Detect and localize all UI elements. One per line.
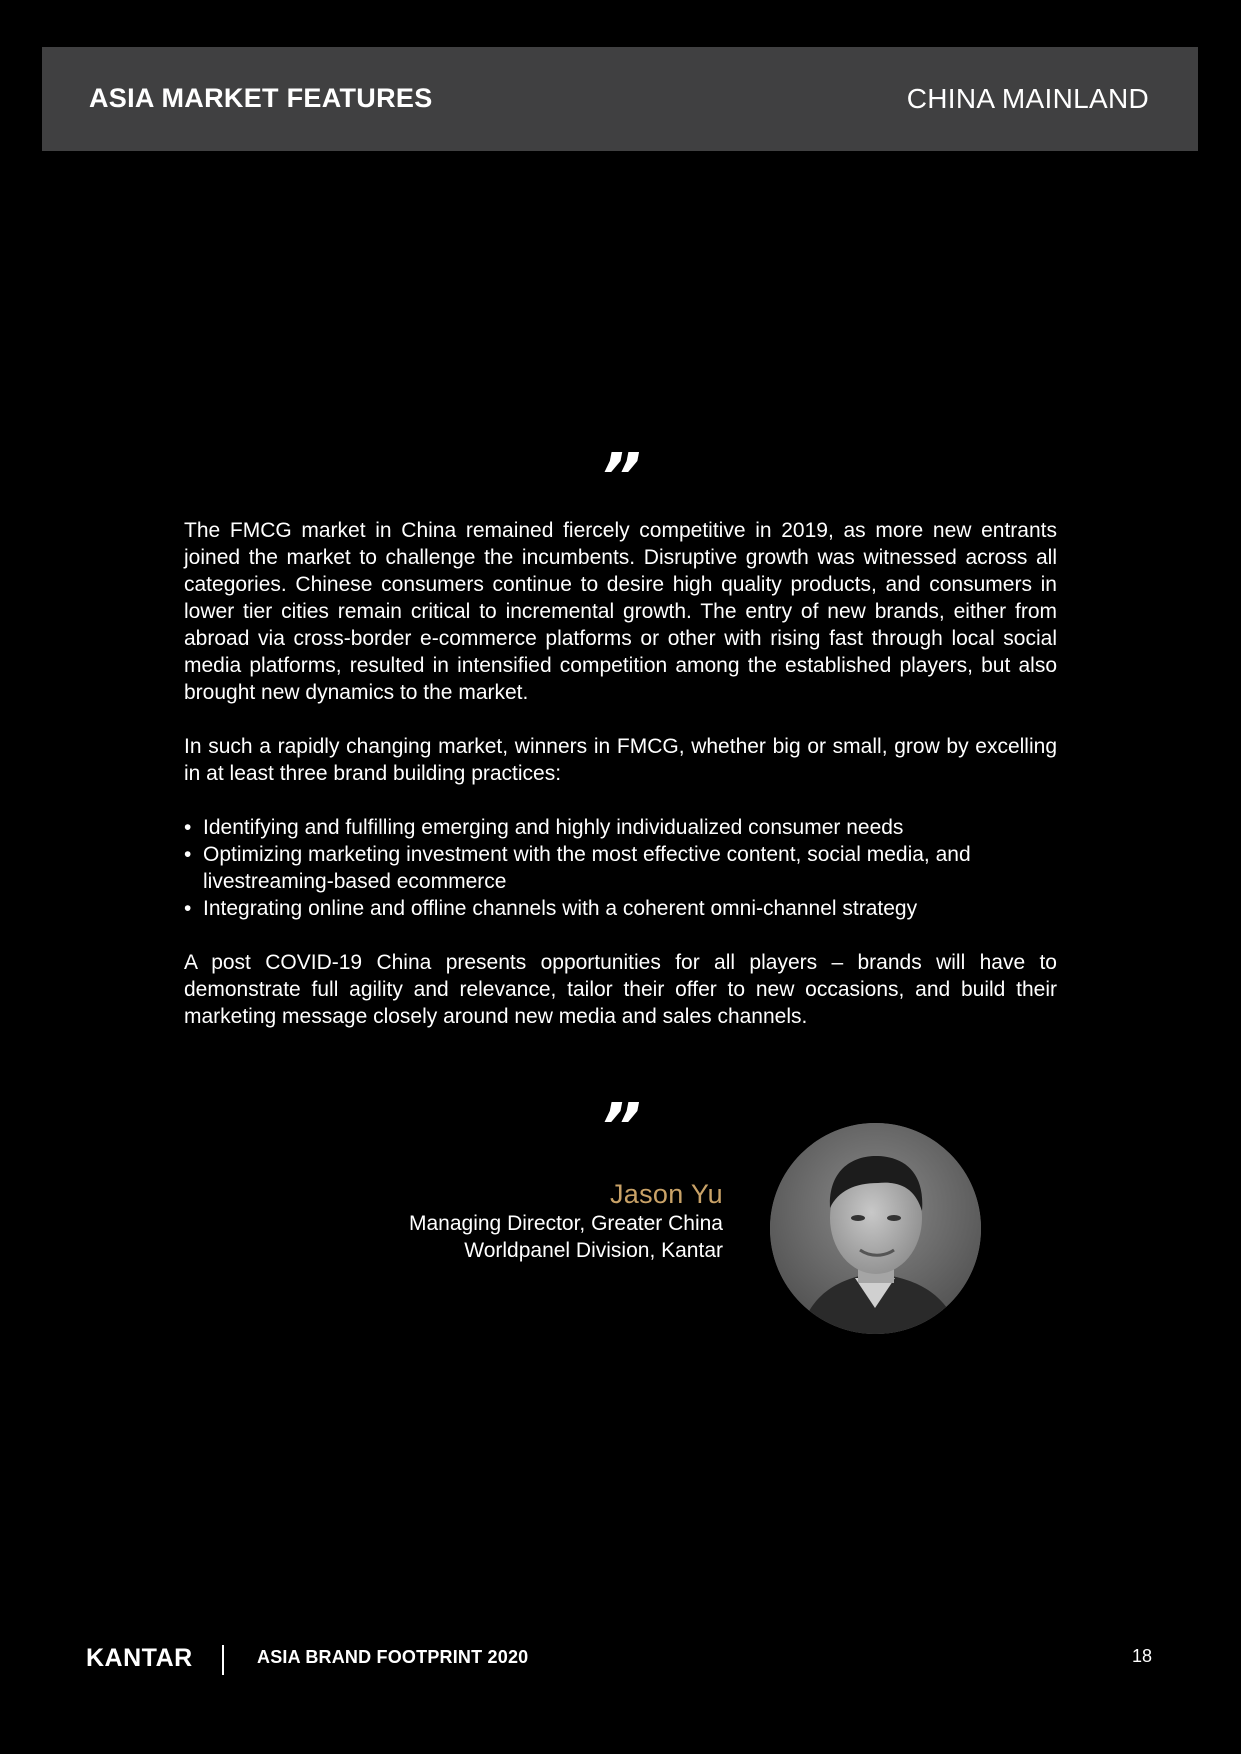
person-role-line-1: Managing Director, Greater China xyxy=(409,1212,723,1235)
close-quote-mark: ” xyxy=(599,1091,642,1165)
header-band xyxy=(42,47,1198,151)
open-quote-mark: ” xyxy=(599,441,642,515)
list-item-text: Integrating online and offline channels with a coherent omni-channel strategy xyxy=(203,897,918,920)
footer-divider xyxy=(222,1645,224,1675)
portrait-photo xyxy=(770,1123,981,1334)
practices-list xyxy=(184,814,1057,922)
person-name: Jason Yu xyxy=(610,1179,723,1209)
page-number: 18 xyxy=(1131,1646,1152,1666)
bullet-icon: • xyxy=(184,897,192,920)
section-title: ASIA MARKET FEATURES xyxy=(89,83,433,113)
list-item xyxy=(184,841,1057,895)
list-item-text: Optimizing marketing investment with the most effective content, social media, and livestreaming-based ecommerce xyxy=(203,843,971,893)
list-item xyxy=(184,814,1057,841)
region-title: CHINA MAINLAND xyxy=(906,83,1149,114)
quote-paragraph-1: The FMCG market in China remained fiercely competitive in 2019, as more new entrants joined the market to challenge the incumbents. Disruptive growth was witnessed across all categories. Chinese consumers continue to desire high quality products, and consumers in lower tier cities remain critical to incremental growth. The entry of new brands, either from abroad via cross-border e-commerce platforms or other with rising fast through local social media platforms, resulted in intensified competition among the established players, but also brought new dynamics to the market. xyxy=(184,519,1057,704)
quote-closing-paragraph: A post COVID-19 China presents opportunities for all players – brands will have to demonstrate full agility and relevance, tailor their offer to new occasions, and build their marketing message closely around new media and sales channels. xyxy=(184,951,1057,1028)
kantar-logo: KANTAR xyxy=(86,1644,193,1672)
bullet-icon: • xyxy=(184,843,192,866)
bullet-icon: • xyxy=(184,816,192,839)
list-item xyxy=(184,895,1057,922)
quote-body xyxy=(184,517,1057,1057)
quote-paragraph-2: In such a rapidly changing market, winners in FMCG, whether big or small, grow by excelling in at least three brand building practices: xyxy=(184,735,1057,785)
footer-title: ASIA BRAND FOOTPRINT 2020 xyxy=(257,1647,529,1667)
person-silhouette-icon xyxy=(770,1123,981,1334)
attribution xyxy=(409,1178,723,1264)
list-item-text: Identifying and fulfilling emerging and highly individualized consumer needs xyxy=(203,816,904,839)
person-role-line-2: Worldpanel Division, Kantar xyxy=(464,1239,723,1262)
